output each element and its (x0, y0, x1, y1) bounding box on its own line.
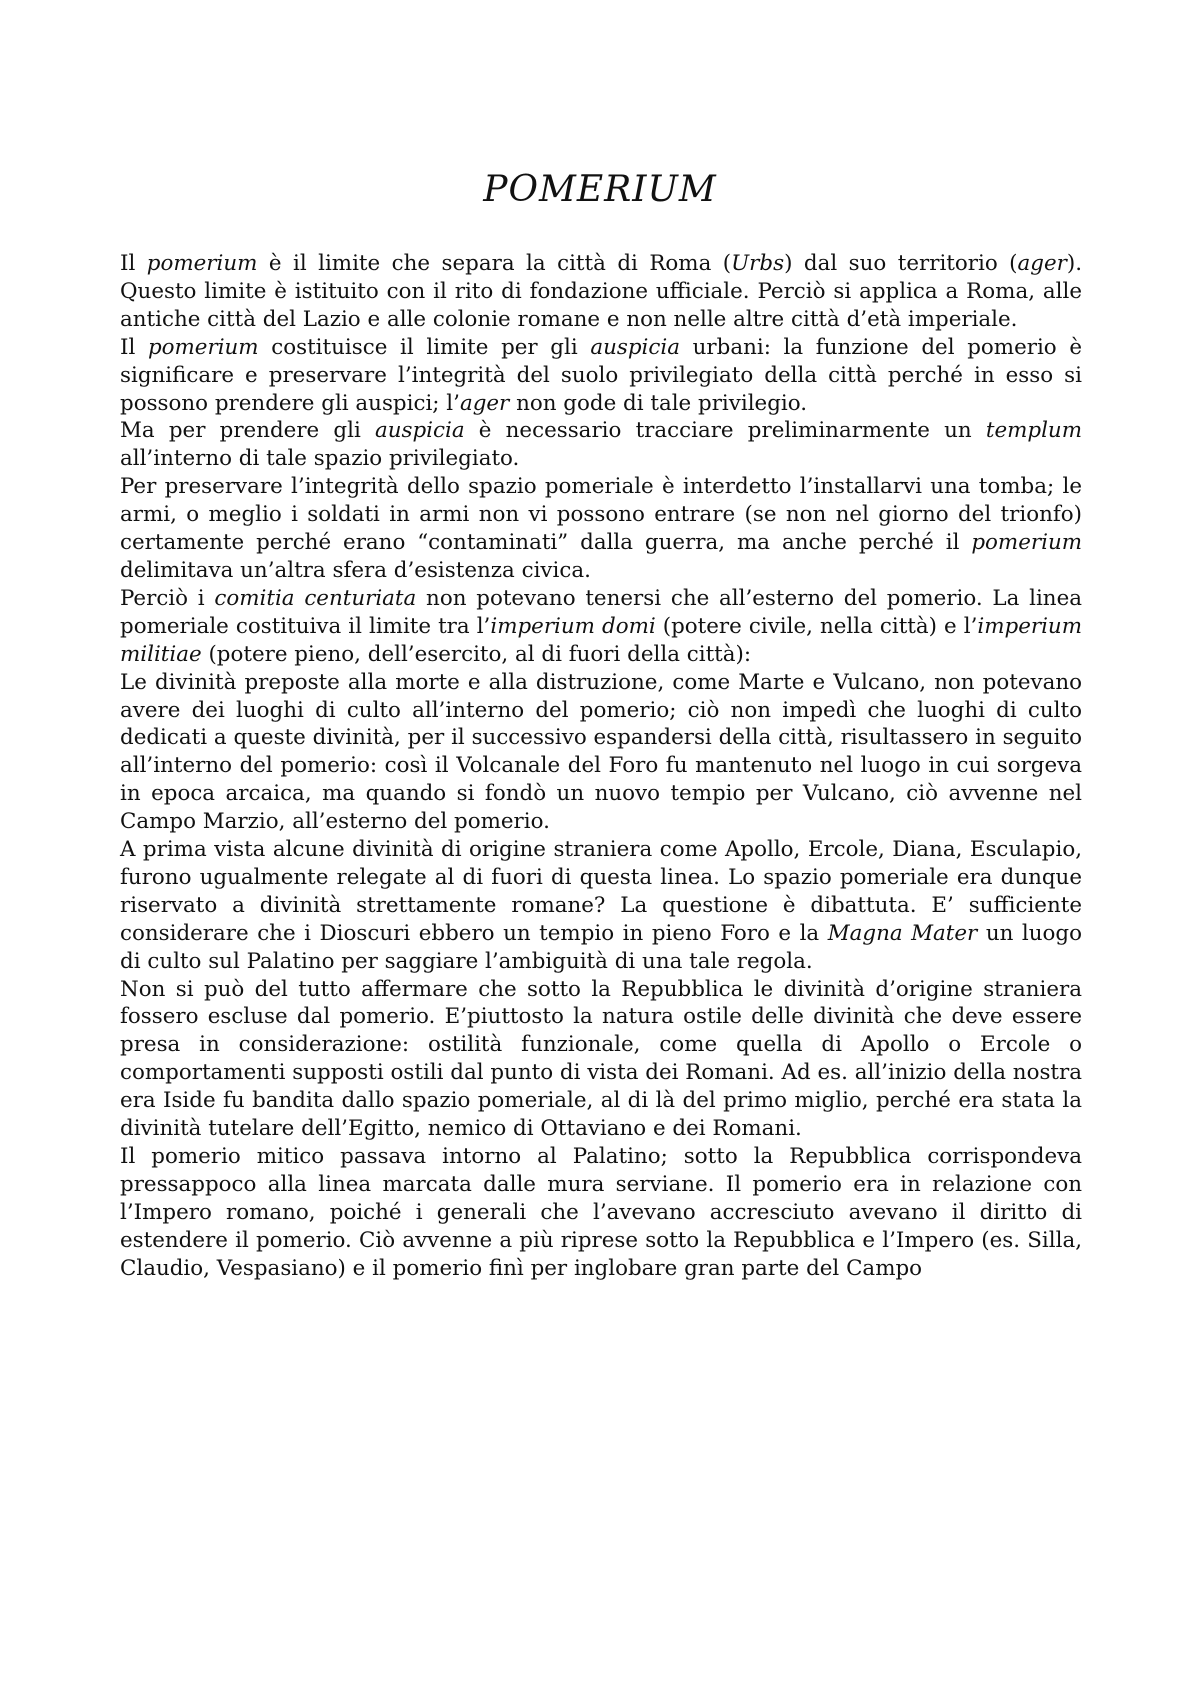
text-run: Perciò i (120, 585, 215, 611)
paragraph (120, 976, 1082, 1143)
text-run: (potere pieno, dell’esercito, al di fuori della città): (201, 641, 752, 667)
italic-term: templum (985, 418, 1082, 444)
paragraph (120, 669, 1082, 836)
text-run: all’interno di tale spazio privilegiato. (120, 446, 520, 472)
text-run: non gode di tale privilegio. (509, 390, 808, 416)
paragraph (120, 250, 1082, 334)
paragraph (120, 417, 1082, 473)
italic-term: auspicia (374, 418, 465, 444)
italic-term: pomerium (146, 251, 258, 276)
italic-term: pomerium (971, 530, 1082, 556)
paragraph (120, 836, 1082, 976)
italic-term: ager (1017, 251, 1067, 276)
italic-term: ager (459, 390, 510, 416)
paragraph (120, 1143, 1082, 1283)
italic-term: Magna Mater (827, 920, 978, 946)
text-run: Il (120, 334, 148, 360)
italic-term: pomerium (147, 334, 259, 360)
italic-term: imperium militiae (120, 613, 1082, 667)
text-run: un luogo di culto sul Palatino per saggiare l’ambiguità di una tale regola. (120, 920, 1082, 974)
text-run: (potere civile, nella città) e l’ (655, 613, 978, 639)
text-run: è necessario tracciare preliminarmente un (464, 418, 986, 444)
paragraph (120, 334, 1082, 418)
document-body (120, 250, 1082, 1283)
text-run: non potevano tenersi che all’esterno del pomerio. La linea pomeriale costituiva il limite tra l’ (120, 585, 1082, 639)
text-run: Per preservare l’integrità dello spazio pomeriale è interdetto l’installarvi una tomba; le armi, o meglio i soldati in armi non vi possono entrare (se non nel giorno del trionfo) certamente perché erano “contaminati” dalla guerra, ma anche perché il (120, 474, 1082, 556)
text-run: ) dal suo territorio ( (784, 251, 1018, 276)
text-run: A prima vista alcune divinità di origine straniera come Apollo, Ercole, Diana, Esculapio, furono ugualmente relegate al di fuori di questa linea. Lo spazio pomeriale era dunque riservato a divinità strettamente romane? La questione è dibattuta. E’ sufficiente considerare che i Dioscuri ebbero un tempio in pieno Foro e la (120, 837, 1082, 946)
text-run: delimitava un’altra sfera d’esistenza civica. (120, 557, 591, 583)
italic-term: auspicia (590, 334, 680, 360)
text-run: è il limite che separa la città di Roma ( (257, 251, 732, 276)
text-run: urbani: la funzione del pomerio è significare e preservare l’integrità del suolo privilegiato della città perché in esso si possono prendere gli auspici; l’ (120, 334, 1082, 416)
text-run: Ma per prendere gli (120, 418, 375, 444)
text-run: Le divinità preposte alla morte e alla distruzione, come Marte e Vulcano, non potevano avere dei luoghi di culto all’interno del pomerio; ciò non impedì che luoghi di culto dedicati a queste divinità, per il successivo espandersi della città, risultassero in seguito all’interno del pomerio: così il Volcanale del Foro fu mantenuto nel luogo in cui sorgeva in epoca arcaica, ma quando si fondò un nuovo tempio per Vulcano, ciò avvenne nel Campo Marzio, all’esterno del pomerio. (120, 669, 1082, 835)
text-run: ). Questo limite è istituito con il rito di fondazione ufficiale. Perciò si applica a Roma, alle antiche città del Lazio e alle colonie romane e non nelle altre città d’età imperiale. (120, 251, 1083, 332)
text-run: costituisce il limite per gli (258, 334, 591, 360)
paragraph (120, 585, 1082, 669)
italic-term: comitia centuriata (214, 585, 417, 611)
italic-term: Urbs (731, 251, 785, 276)
page-title: POMERIUM (483, 169, 717, 210)
text-run: Il (120, 251, 147, 276)
paragraph (120, 473, 1082, 585)
text-run: Non si può del tutto affermare che sotto la Repubblica le divinità d’origine straniera fossero escluse dal pomerio. E’piuttosto la natura ostile delle divinità che deve essere presa in considerazione: ostilità funzionale, come quella di Apollo o Ercole o comportamenti supposti ostili dal punto di vista dei Romani. Ad es. all’inizio della nostra era Iside fu bandita dallo spazio pomeriale, al di là del primo miglio, perché era stata la divinità tutelare dell’Egitto, nemico di Ottaviano e dei Romani. (120, 976, 1082, 1142)
italic-term: imperium domi (490, 613, 656, 639)
text-run: Il pomerio mitico passava intorno al Palatino; sotto la Repubblica corrispondeva pressappoco alla linea marcata dalle mura serviane. Il pomerio era in relazione con l’Impero romano, poiché i generali che l’avevano accresciuto avevano il diritto di estendere il pomerio. Ciò avvenne a più riprese sotto la Repubblica e l’Impero (es. Silla, Claudio, Vespasiano) e il pomerio finì per inglobare gran parte del Campo (120, 1144, 1082, 1281)
